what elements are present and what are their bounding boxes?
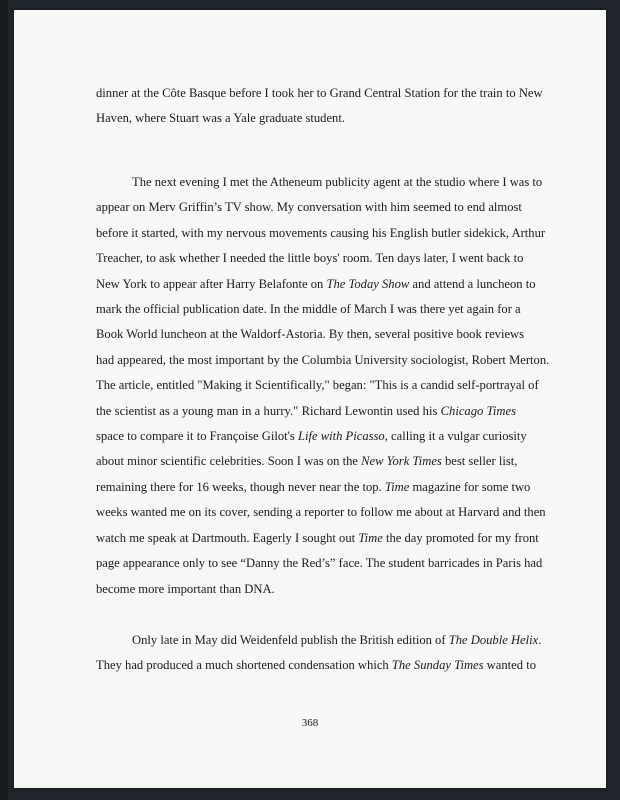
text-line: They had produced a much shortened condensation which The Sunday Times wanted to	[96, 658, 536, 673]
text-line: New York to appear after Harry Belafonte on The Today Show and attend a luncheon to	[96, 276, 536, 291]
text-line: watch me speak at Dartmouth. Eagerly I sought out Time the day promoted for my front	[96, 530, 539, 545]
text-line: space to compare it to Françoise Gilot's Life with Picasso, calling it a vulgar curiosity	[96, 429, 527, 444]
italic-title: Time	[358, 530, 383, 545]
text-line: mark the official publication date. In the middle of March I was there yet again for a	[96, 302, 521, 317]
italic-title: The Today Show	[326, 276, 410, 291]
italic-title: Life with Picasso	[297, 429, 385, 444]
paragraph-1	[96, 81, 543, 132]
text-line: Haven, where Stuart was a Yale graduate student.	[96, 111, 346, 126]
text-line: the scientist as a young man in a hurry." Richard Lewontin used his Chicago Times	[96, 403, 516, 418]
text-line: become more important than DNA.	[96, 581, 275, 596]
italic-title: The Double Helix	[448, 633, 539, 647]
italic-title: The Sunday Times	[391, 658, 484, 673]
text-line: about minor scientific celebrities. Soon I was on the New York Times best seller list,	[96, 454, 518, 469]
italic-title: New York Times	[361, 454, 442, 469]
paragraph-2	[96, 170, 550, 602]
text-line: remaining there for 16 weeks, though never near the top. Time magazine for some two	[96, 479, 531, 494]
text-line: weeks wanted me on its cover, sending a reporter to follow me about at Harvard and then	[96, 505, 546, 520]
text-line: The article, entitled "Making it Scientifically," began: "This is a candid self-portrayal of	[96, 378, 539, 393]
text-line: The next evening I met the Atheneum publicity agent at the studio where I was to	[132, 175, 543, 189]
text-line: Treacher, to ask whether I needed the little boys' room. Ten days later, I went back to	[96, 251, 524, 266]
text-line: had appeared, the most important by the Columbia University sociologist, Robert Merton.	[96, 352, 550, 367]
italic-title: Time	[384, 479, 410, 494]
scan-frame-edge	[0, 0, 8, 800]
text-line: page appearance only to see “Danny the Red’s” face. The student barricades in Paris had	[96, 556, 543, 571]
paragraph-3	[96, 628, 542, 679]
text-line: Only late in May did Weidenfeld publish the British edition of The Double Helix.	[132, 633, 542, 647]
italic-title: Chicago Times	[440, 403, 516, 418]
text-line: Book World luncheon at the Waldorf-Astoria. By then, several positive book reviews	[96, 327, 525, 342]
text-line: appear on Merv Griffin’s TV show. My conversation with him seemed to end almost	[96, 200, 522, 215]
text-line: before it started, with my nervous movements causing his English butler sidekick, Arthur	[96, 225, 546, 240]
text-line: dinner at the Côte Basque before I took her to Grand Central Station for the train to New	[96, 86, 543, 100]
page-number: 368	[301, 717, 319, 729]
